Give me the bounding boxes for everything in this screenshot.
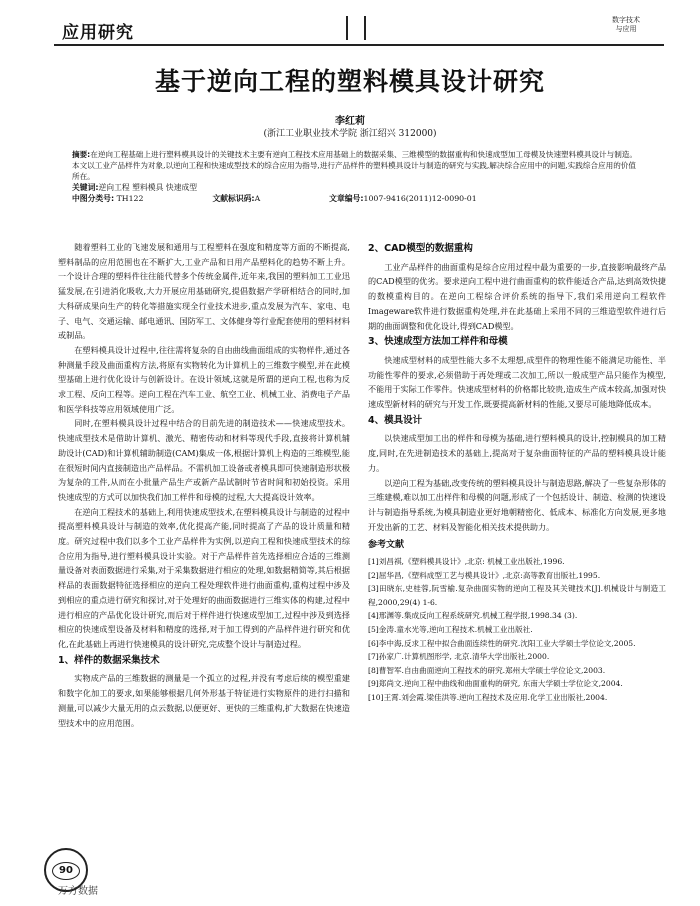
abstract-block bbox=[72, 149, 642, 204]
affiliation: (浙江工业职业技术学院 浙江绍兴 312000) bbox=[263, 129, 437, 139]
clc-label: 中图分类号: bbox=[72, 194, 115, 203]
doc-code-label: 文献标识码: bbox=[212, 194, 255, 203]
reference-item: [3]田晓东,史桂蓉,阮雪榆.复杂曲面实物的逆向工程及其关键技术[J].机械设计与制造工程,2000,29(4) 1-6. bbox=[368, 584, 666, 607]
keywords-row bbox=[72, 182, 642, 193]
paragraph: 随着塑料工业的飞速发展和通用与工程塑料在强度和精度等方面的不断提高,塑料制品的应用范围也在不断扩大,工业产品和日用产品塑料化的趋势不断上升。一个设计合理的塑料件往往能代替多个传统金属件,近年来,我国的塑料加工工业迅猛发展,在引进消化吸收,大力开展应用基础研究,提倡数据产学研相结合的同时,加大科研成果向生产的转化等措施实现全行业技术进步,重点发展为汽车、家电、电子、电气、交通运输、邮电通讯、国防军工、文体健身等行业配套使用的塑料材料或制品。 bbox=[58, 242, 350, 341]
references-list bbox=[368, 555, 666, 705]
reference-item: [7]孙家广.计算机图形学, 北京.清华大学出版社,2000. bbox=[368, 652, 550, 662]
reference-item: [4]邢渊等.集成反向工程系统研究.机械工程学报,1998.34 (3). bbox=[368, 611, 578, 621]
reference-item: [1]刘昌祺,《塑料模具设计》,北京: 机械工业出版社,1996. bbox=[368, 557, 565, 567]
right-column bbox=[368, 240, 666, 705]
abstract-text: 在逆向工程基础上进行塑料模具设计的关键技术主要有逆向工程技术应用基础上的数据采集、三维模型的数据重构和快速成型加工母模及快速塑料模具设计与制造。本文以工业产品样件为对象,以逆向工程和快速成型技术的综合应用为指导,进行产品样件的塑料模具设计与制造的研究与实践,解决综合应用中的问题,实践综合应用的价值所在。 bbox=[72, 150, 637, 181]
abstract bbox=[72, 149, 642, 182]
section-heading-4: 4、模具设计 bbox=[368, 414, 423, 426]
article-title: 基于逆向工程的塑料模具设计研究 bbox=[154, 67, 545, 96]
keywords: 逆向工程 塑料模具 快速成型 bbox=[98, 183, 198, 192]
paragraph: 在逆向工程技术的基础上,利用快速成型技术,在塑料模具设计与制造的过程中提高塑料模具设计与制造的效率,优化提高产能,同时提高了产品的设计质量和精度。研究过程中我们以多个工业产品样件为实例,以逆向工程和快速成型技术的综合应用为指导,进行塑料模具设计实验。对于产品样件首先选择相应合适的三维测量设备对表面数据进行采集,对于采集数据进行相应的处理,如数据精简等,其后根据样品的表面数据特征选择相应的逆向工程处理软件进行曲面重构,重构过程中涉及到相应的重点进行研究和探讨,对于处理好的曲面数据进行三维实体的构建,过程中进行相应的产品优化设计研究,而后对于样件进行快速成型加工,过程中涉及到选择相应的快速成型设备及材料和精度的选择,对于加工得到的产品样件进行研究和优化,在此基础上再进行快速模具的设计研究,完成整个设计与制造过程。 bbox=[58, 506, 350, 649]
references-title: 参考文献 bbox=[368, 540, 405, 551]
journal-logo-line1: 数字技术 bbox=[612, 16, 640, 24]
section-heading-2: 2、CAD模型的数据重构 bbox=[368, 243, 473, 254]
paragraph: 实物成产品的三维数据的测量是一个孤立的过程,并没有考虑后续的模型重建和数字化加工的要求,如果能够根据几何外形基于特征进行实物原件的进行扫描和测量,可以减少大量无用的点云数据,以便更好、更快的三维重构,扩大数据在快速造型技术中的应用范围。 bbox=[58, 673, 350, 728]
reference-item: [9]郑尚文.逆向工程中曲线和曲面重构的研究, 东南大学硕士学位论文,2004. bbox=[368, 679, 623, 689]
header-divider-bars bbox=[346, 16, 366, 40]
doc-code-value: A bbox=[254, 194, 261, 203]
reference-item: [2]屈华昌,《塑料成型工艺与模具设计》,北京:高等教育出版社,1995. bbox=[368, 570, 601, 580]
article-no-label: 文章编号: bbox=[329, 194, 364, 203]
reference-item: [8]曹智军.自由曲面逆向工程技术的研究.郑州大学硕士学位论文,2003. bbox=[368, 665, 606, 675]
paragraph: 快速成型材料的成型性能大多不太理想,成型件的物理性能不能满足功能性、半功能性零件的要求,必须借助于再处理或二次加工,所以一般成型产品只能作为模型,不能用于实际工作零件。快速成型材料的价格都比较贵,造成生产成本较高,加强对快速成型新材料的研究与开发工作,既要提高新材料的性能,又要尽可能地降低成本。 bbox=[368, 354, 666, 410]
paragraph: 以快速成型加工出的样件和母模为基础,进行塑料模具的设计,控制模具的加工精度,同时,在先进制造技术的基础上,提高对于复杂曲面特征的产品的塑料模具设计能力。 bbox=[368, 433, 666, 473]
watermark: 万方数据 bbox=[58, 886, 98, 897]
paragraph: 工业产品样件的曲面重构是综合应用过程中最为重要的一步,直接影响最终产品的CAD模型的优劣。要求逆向工程中进行曲面重构的软件能适合产品,达到高效快捷的数模重构目的。在逆向工程综合评价系统的指导下,我们采用逆向工程软件Imageware软件进行数据重构处理,并在此基础上采用不同的三维造型软件进行后期的曲面调整和优化设计,得到CAD模型。 bbox=[368, 261, 666, 331]
abstract-label: 摘要: bbox=[72, 150, 91, 159]
reference-item: [5]金涛.童水光等,逆向工程技术.机械工业出版社. bbox=[368, 625, 533, 635]
journal-logo bbox=[590, 16, 662, 40]
section-heading-3: 3、快速成型方法加工样件和母模 bbox=[368, 336, 508, 348]
reference-item: [10]王霄.刘会霞.梁佳洪等.逆向工程技术及应用.化学工业出版社,2004. bbox=[368, 693, 608, 702]
paragraph: 以逆向工程为基础,改变传统的塑料模具设计与制造思路,解决了一些复杂形体的三维建模,难以加工出样件和母模的问题,形成了一个包括设计、制造、检测的快速设计与制造指导系统,为模具制造业更好地朝精密化、低成本、标准化方向发展,更多地开发出新的工艺、材料及智能化相关技术提供助力。 bbox=[368, 477, 666, 532]
section-label: 应用研究 bbox=[62, 23, 134, 43]
clc-value: TH122 bbox=[116, 194, 144, 203]
classification-row bbox=[72, 193, 642, 204]
paragraph: 同时,在塑料模具设计过程中结合的目前先进的制造技术——快速成型技术。快速成型技术是借助计算机、激光、精密传动和材料等现代手段,直接将计算机辅助设计(CAD)和计算机辅助制造(CAM)集成一体,根据计算机上构造的三维模型,能在很短时间内直接制造出产品样品。不需机加工设备或者模具即可快速制造形状极为复杂的工件,从而在小批量产品生产或新产品试制时节省时间和初始投资。采用快速成型的方式可以加快我们加工样件和母模的过程,大大提高设计效率。 bbox=[58, 418, 350, 502]
keywords-label: 关键词: bbox=[72, 183, 99, 192]
author: 李红莉 bbox=[335, 116, 365, 127]
article-no-value: 1007-9416(2011)12-0090-01 bbox=[363, 194, 477, 203]
journal-logo-line2: 与应用 bbox=[615, 25, 637, 33]
left-column bbox=[58, 240, 350, 730]
reference-item: [6]李中海,反求工程中拟合曲面连续性的研究.沈阳工业大学硕士学位论文,2005. bbox=[368, 638, 636, 648]
paragraph: 在塑料模具设计过程中,往往需将复杂的自由曲线曲面组成的实物样件,通过各种测量手段及曲面重构方法,将原有实物转化为计算机上的三维数字模型,并在此模型基础上进行优化设计与创新设计。在设计领域,这就是所谓的逆向工程,也称为反求工程、反向工程等。逆向工程在汽车工业、航空工业、机械工业、消费电子产品和医学科技等应用领域使用广泛。 bbox=[58, 344, 350, 414]
page-number: 90 bbox=[52, 862, 80, 880]
section-heading-1: 1、样件的数据采集技术 bbox=[58, 654, 160, 666]
